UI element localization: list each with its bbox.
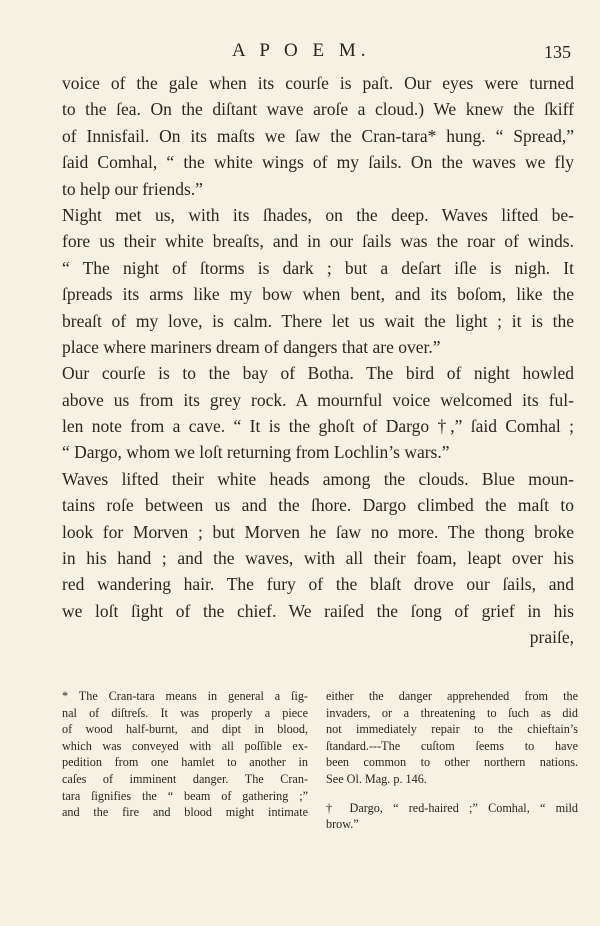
text-line: of Innisfail. On its maſts we ſaw the Cran-tara* hung. “ Spread,” — [62, 125, 574, 146]
text-line: to help our friends.” — [62, 178, 203, 199]
catchword: praiſe, — [529, 627, 574, 648]
footnote-line: ſtandard.---The cuſtom ſeems to have — [326, 738, 578, 753]
text-line: Night met us, with its ſhades, on the deep. Waves lifted be- — [62, 204, 574, 225]
text-line: “ The night of ſtorms is dark ; but a deſart iſle is nigh. It — [62, 257, 574, 278]
dargo-footnote-cont: brow.” — [326, 817, 359, 832]
footnote-line: and the fire and blood might intimate — [62, 805, 308, 820]
text-line: len note from a cave. “ It is the ghoſt of Dargo †,” ſaid Comhal ; — [62, 416, 574, 437]
footnote-line: caſes of imminent danger. The Cran- — [62, 771, 308, 786]
footnote-line: tara ſignifies the “ beam of gathering ;” — [62, 788, 308, 803]
text-line: we loſt ſight of the chief. We raiſed the ſong of grief in his — [62, 600, 574, 621]
text-line: breaſt of my love, is calm. There let us wait the light ; it is the — [62, 310, 574, 331]
footnote-line: pedition from one hamlet to another in — [62, 755, 308, 770]
text-line: “ Dargo, whom we loſt returning from Lochlin’s wars.” — [62, 442, 450, 463]
footnote-line: invaders, or a threatening to ſuch as did — [326, 705, 578, 720]
text-line: Waves lifted their white heads among the clouds. Blue moun- — [62, 468, 574, 489]
text-line: place where mariners dream of dangers that are over.” — [62, 336, 441, 357]
footnote-line: See Ol. Mag. p. 146. — [326, 771, 427, 786]
text-line: ſpreads its arms like my bow when bent, and its boſom, like the — [62, 284, 574, 305]
text-line: above us from its grey rock. A mournful voice welcomed its ful- — [62, 389, 574, 410]
dargo-footnote: † Dargo, “ red-haired ;” Comhal, “ mild — [326, 800, 578, 815]
footnote-gap — [326, 788, 578, 800]
footnote-line: which was conveyed with all poſſible ex- — [62, 738, 308, 753]
text-line: to the ſea. On the diſtant wave aroſe a cloud.) We knew the ſkiff — [62, 99, 574, 120]
footnotes — [62, 688, 578, 922]
poem-body-text — [62, 70, 574, 651]
footnote-line: not immediately repair to the chieftain’s — [326, 722, 578, 737]
footnote-column-left — [62, 688, 308, 821]
footnote-line: been common to other northern nations. — [326, 755, 578, 770]
text-line: voice of the gale when its courſe is paſt. Our eyes were turned — [62, 73, 574, 93]
text-line: ſaid Comhal, “ the white wings of my ſails. On the waves we fly — [62, 152, 574, 173]
text-line: fore us their white breaſts, and in our ſails was the roar of winds. — [62, 231, 574, 252]
page-header — [0, 40, 600, 64]
running-title: A P O E M. — [232, 40, 371, 61]
footnote-column-right — [326, 688, 578, 833]
text-line: look for Morven ; but Morven he ſaw no more. The thong broke — [62, 521, 574, 542]
text-line: red wandering hair. The fury of the blaſt drove our ſails, and — [62, 574, 574, 595]
footnote-line: of wood half-burnt, and dipt in blood, — [62, 722, 308, 737]
text-line: in his hand ; and the waves, with all their foam, leapt over his — [62, 548, 574, 569]
text-line: Our courſe is to the bay of Botha. The bird of night howled — [62, 363, 574, 384]
page-number: 135 — [544, 42, 571, 62]
footnote-line: either the danger apprehended from the — [326, 689, 578, 703]
footnote-line: nal of diſtreſs. It was properly a piece — [62, 705, 308, 720]
text-line: tains roſe between us and the ſhore. Dargo climbed the maſt to — [62, 495, 574, 516]
footnote-line: * The Cran-tara means in general a ſig- — [62, 689, 308, 703]
